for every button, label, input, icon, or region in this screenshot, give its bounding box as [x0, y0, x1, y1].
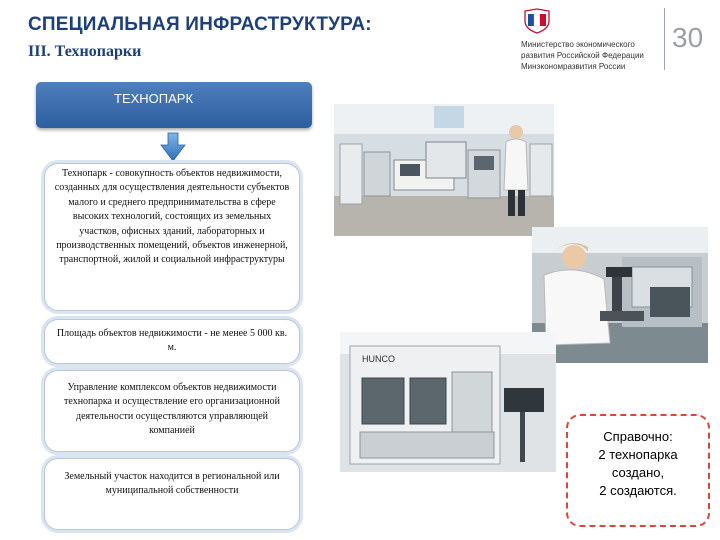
note-line-1: Справочно: [603, 429, 673, 444]
management-box: Управление комплексом объектов недвижимости технопарка и осуществление его организационной деятельности осуществляются управляющей компанией [44, 370, 300, 452]
svg-text:HUNCO: HUNCO [362, 354, 395, 364]
page-subtitle: III. Технопарки [28, 43, 142, 60]
ministry-line-2: развития Российской Федерации [521, 51, 644, 60]
land-box: Земельный участок находится в региональной или муниципальной собственности [44, 458, 300, 530]
lab-equipment-photo [334, 104, 554, 236]
ministry-name [521, 39, 661, 72]
reference-note [566, 414, 710, 527]
page-number: 30 [672, 22, 704, 53]
definition-box: Технопарк - совокупность объектов недвижимости, созданных для осуществления деятельности субъектов малого и среднего предпринимательства в сфере высоких технологий, состоящих из земельных участков, офисных зданий, лабораторных и производственных помещений, объектов инженерной, транспортной, жилой и социальной инфраструктуры [44, 163, 300, 311]
ministry-line-1: Министерство экономического [521, 40, 635, 49]
down-arrow-icon [160, 132, 186, 162]
machine-photo [340, 332, 556, 472]
microscope-photo [532, 227, 708, 363]
technopark-header: ТЕХНОПАРК [36, 82, 312, 128]
ministry-logo-icon [522, 8, 552, 34]
header-divider [664, 8, 665, 70]
note-line-2: 2 технопарка [598, 447, 678, 462]
page-title: СПЕЦИАЛЬНАЯ ИНФРАСТРУКТУРА: [28, 14, 372, 35]
ministry-line-3: Минэкономразвития России [521, 62, 626, 71]
note-line-4: 2 создаются. [599, 483, 677, 498]
area-box: Площадь объектов недвижимости - не менее 5 000 кв. м. [44, 319, 300, 364]
note-line-3: создано, [611, 465, 665, 480]
